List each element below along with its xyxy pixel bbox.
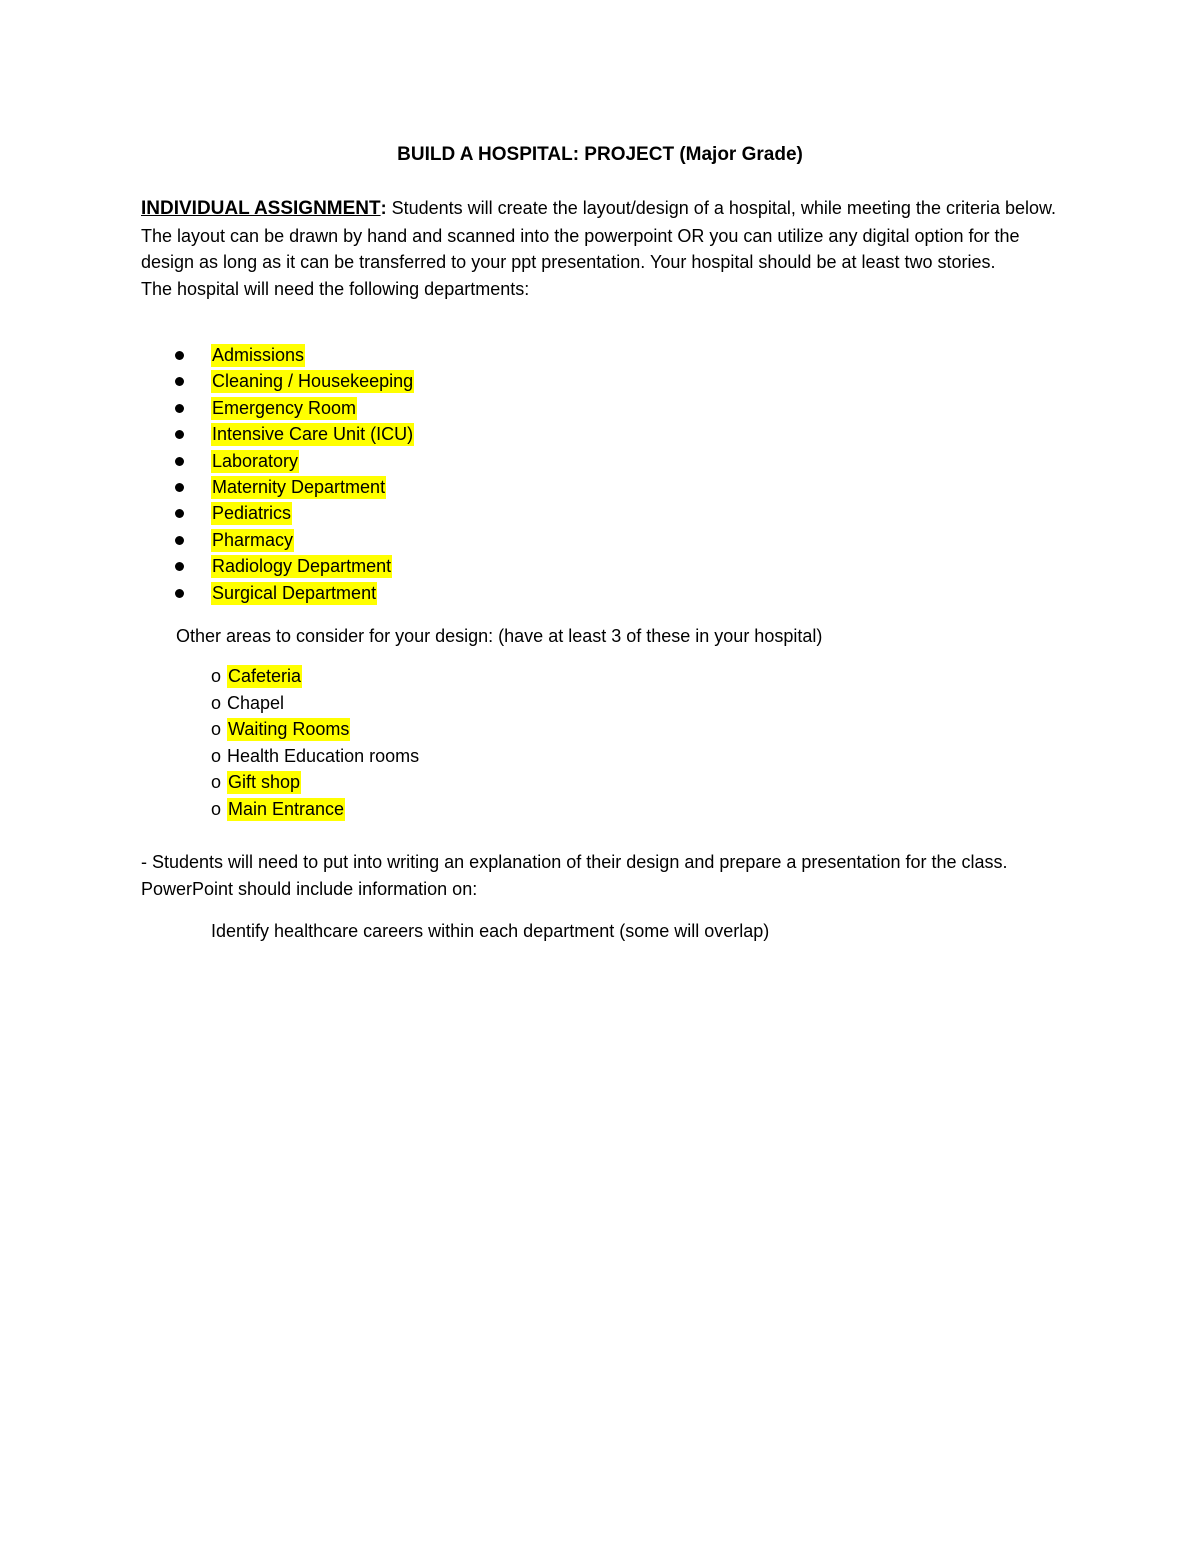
department-label: Cleaning / Housekeeping xyxy=(212,371,414,392)
list-item xyxy=(211,663,419,690)
circle-marker-icon: o xyxy=(211,719,222,740)
area-label: Waiting Rooms xyxy=(228,719,350,740)
circle-marker-icon: o xyxy=(211,772,222,793)
department-label: Emergency Room xyxy=(212,397,357,418)
presentation-instructions: - Students will need to put into writing an explanation of their design and prepare a presentation for the class. PowerPoint should include information on: xyxy=(141,852,1008,899)
departments-lead: The hospital will need the following departments: xyxy=(141,278,530,299)
circle-marker-icon: o xyxy=(211,745,222,766)
bullet-icon xyxy=(175,483,184,492)
list-item xyxy=(172,421,414,447)
list-item xyxy=(211,690,419,717)
bullet-icon xyxy=(175,589,184,598)
list-item xyxy=(172,395,414,421)
circle-marker-icon: o xyxy=(211,692,222,713)
department-label: Pediatrics xyxy=(212,503,292,524)
list-item xyxy=(211,796,419,823)
list-item xyxy=(211,769,419,796)
circle-marker-icon: o xyxy=(211,798,222,819)
bullet-icon xyxy=(175,404,184,413)
assignment-intro xyxy=(141,195,1071,302)
department-label: Maternity Department xyxy=(212,476,386,497)
department-label: Surgical Department xyxy=(212,582,377,603)
department-label: Intensive Care Unit (ICU) xyxy=(212,424,414,445)
assignment-colon: : xyxy=(380,198,387,218)
area-label: Gift shop xyxy=(228,772,301,793)
list-item xyxy=(172,342,414,368)
department-label: Pharmacy xyxy=(212,529,294,550)
bullet-icon xyxy=(175,457,184,466)
circle-marker-icon: o xyxy=(211,666,222,686)
other-areas-list xyxy=(211,663,419,823)
bullet-icon xyxy=(175,377,184,386)
list-item xyxy=(211,716,419,743)
assignment-text: Students will create the layout/design of a hospital, while meeting the criteria below. The layout can be drawn by hand and scanned into the powerpoint OR you can utilize any digital option for the design as long as it can be transferred to your ppt presentation. Your hospital should be at least two stories. xyxy=(141,198,1056,272)
area-label: Chapel xyxy=(227,692,285,713)
area-label: Cafeteria xyxy=(228,666,302,686)
other-areas-lead: Other areas to consider for your design: (have at least 3 of these in your hospital) xyxy=(176,626,823,646)
area-label: Main Entrance xyxy=(228,798,345,819)
bullet-icon xyxy=(175,536,184,545)
area-label: Health Education rooms xyxy=(227,745,420,766)
department-label: Radiology Department xyxy=(212,556,392,577)
list-item xyxy=(172,553,414,579)
departments-list xyxy=(172,342,414,606)
list-item xyxy=(172,474,414,500)
assignment-label: INDIVIDUAL ASSIGNMENT xyxy=(141,198,381,219)
department-label: Laboratory xyxy=(212,450,299,471)
department-label: Admissions xyxy=(212,345,305,365)
list-item xyxy=(172,500,414,526)
list-item xyxy=(172,527,414,553)
bullet-icon xyxy=(175,509,184,518)
document-title: BUILD A HOSPITAL: PROJECT (Major Grade) xyxy=(397,144,803,165)
list-item xyxy=(172,580,414,606)
bullet-icon xyxy=(175,351,184,360)
list-item xyxy=(172,368,414,394)
career-requirement: Identify healthcare careers within each department (some will overlap) xyxy=(211,921,770,941)
list-item xyxy=(172,448,414,474)
bullet-icon xyxy=(175,430,184,439)
bullet-icon xyxy=(175,562,184,571)
list-item xyxy=(211,743,419,770)
